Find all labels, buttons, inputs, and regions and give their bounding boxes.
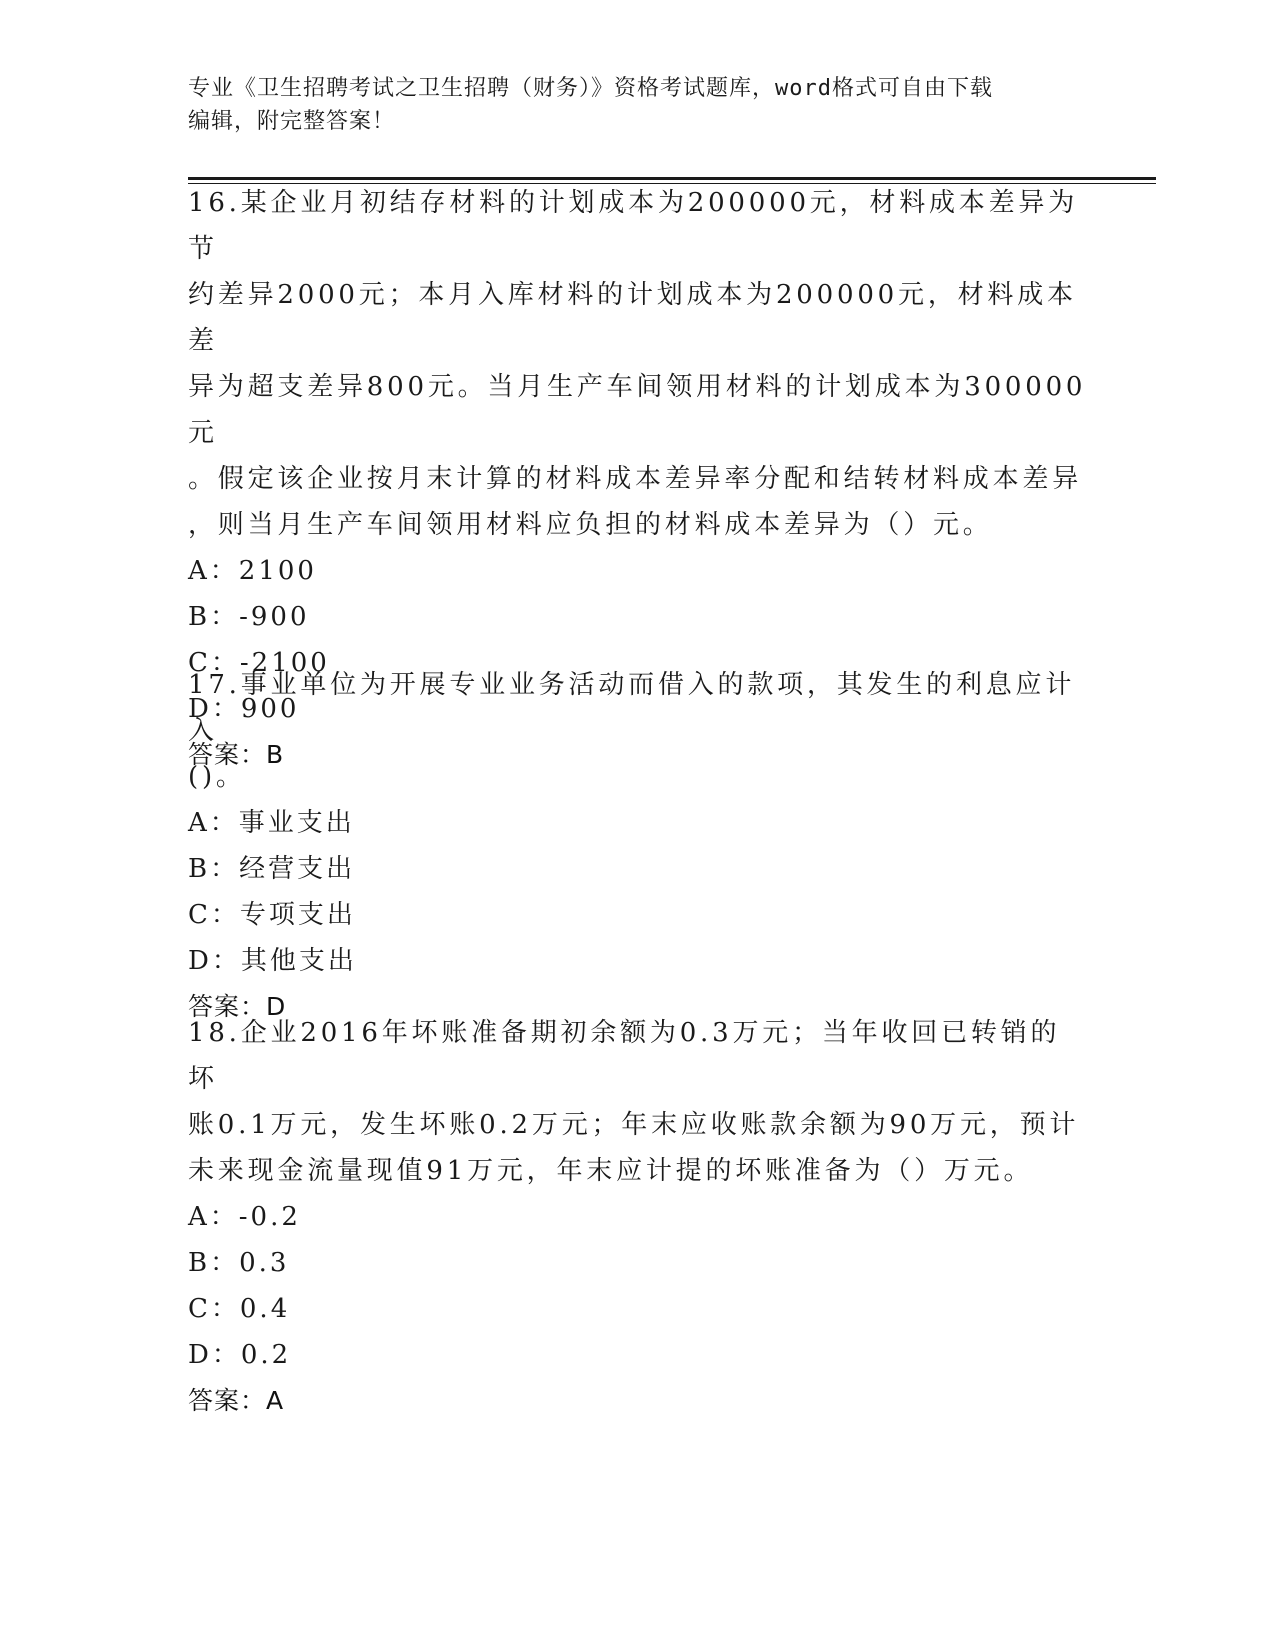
option-b: B：0.3 [188, 1248, 290, 1278]
question-stem [188, 662, 1088, 800]
stem-line: 16.某企业月初结存材料的计划成本为200000元，材料成本差异为节 [188, 188, 1079, 264]
option-c: C：专项支出 [188, 900, 356, 930]
question-stem [188, 1010, 1088, 1194]
answer-line: 答案：B [188, 740, 285, 769]
question-stem [188, 180, 1088, 548]
option-c: C：-2100 [188, 648, 330, 678]
option-d: D：0.2 [188, 1340, 292, 1370]
option-b: B：-900 [188, 602, 310, 632]
option-d: D：其他支出 [188, 946, 357, 976]
option-list [188, 1194, 1088, 1378]
stem-line: 未来现金流量现值91万元，年末应计提的坏账准备为（）万元。 [188, 1156, 1034, 1186]
stem-line: 17.事业单位为开展专业业务活动而借入的款项，其发生的利息应计入 [188, 670, 1076, 746]
stem-line: 异为超支差异800元。当月生产车间领用材料的计划成本为300000元 [188, 372, 1087, 448]
stem-line: ，则当月生产车间领用材料应负担的材料成本差异为（）元。 [188, 510, 993, 540]
question-18 [188, 1010, 1088, 1424]
document-header [188, 72, 1068, 138]
option-list [188, 800, 1088, 984]
stem-line: 约差异2000元；本月入库材料的计划成本为200000元，材料成本差 [188, 280, 1077, 356]
question-17 [188, 662, 1088, 1030]
option-d: D：900 [188, 694, 300, 724]
option-c: C：0.4 [188, 1294, 291, 1324]
option-a: A：-0.2 [188, 1202, 301, 1232]
stem-line: 18.企业2016年坏账准备期初余额为0.3万元；当年收回已转销的坏 [188, 1018, 1061, 1094]
option-a: A：2100 [188, 556, 317, 586]
header-line-2: 编辑，附完整答案！ [188, 109, 396, 134]
stem-line: 。假定该企业按月末计算的材料成本差异率分配和结转材料成本差异 [188, 464, 1083, 494]
answer-line: 答案：A [188, 1386, 285, 1415]
option-b: B：经营支出 [188, 854, 356, 884]
option-a: A：事业支出 [188, 808, 355, 838]
stem-line: 账0.1万元，发生坏账0.2万元；年末应收账款余额为90万元，预计 [188, 1110, 1080, 1140]
header-line-1: 专业《卫生招聘考试之卫生招聘（财务）》资格考试题库，word格式可自由下载 [188, 76, 993, 101]
answer-line: 答案：D [188, 992, 287, 1021]
stem-line: ()。 [188, 762, 246, 792]
